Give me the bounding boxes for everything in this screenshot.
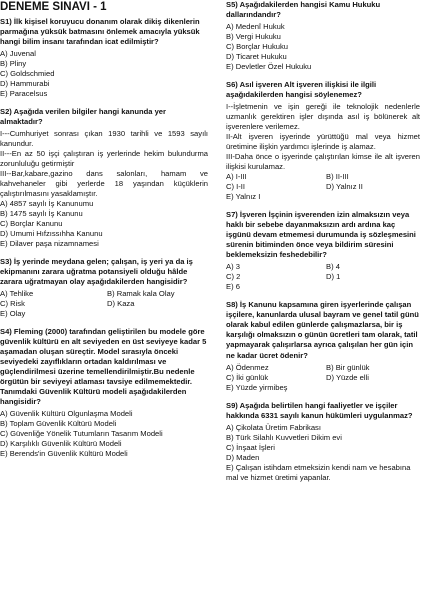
- right-column: [226, 0, 420, 491]
- option-d[interactable]: D) Yüzde elli: [326, 372, 369, 382]
- question-4-text: S4) Fleming (2000) tarafından geliştirilen bu modele göre güvenlik kültürü en alt seviyeden en üst seviyeye kadar 5 aşamadan oluşan süreçtir. Model sırasıyla önceki seviyedeki zayıflıkların ortadan kaldırılması ve güçlendirilmesi üzerine temellendirilmiştir.Bu nedenle örgütün bir seviyeyi atlaması tavsiye edilmemektedir. Tanımdaki Güvenlik Kültürü modeli aşağıdakilerden hangisidir?: [0, 327, 207, 407]
- question-7-options: [226, 262, 420, 292]
- question-6-text: S6) Asıl işveren Alt işveren ilişkisi ile ilgili aşağıdakilerden hangisi söylenemez?: [226, 80, 377, 100]
- option-d[interactable]: D) Hammurabi: [0, 78, 50, 88]
- option-a[interactable]: A) Tehlike: [0, 289, 34, 299]
- option-e[interactable]: E) Dilaver paşa nizamnamesi: [0, 239, 99, 249]
- option-a[interactable]: A) Ödenmez: [226, 362, 269, 372]
- option-d[interactable]: D) Yalnız II: [326, 182, 363, 192]
- question-6: [226, 80, 420, 202]
- option-e[interactable]: E) Yalnız I: [226, 192, 261, 202]
- option-d[interactable]: D) Umumi Hıfzıssıhha Kanunu: [0, 229, 103, 239]
- option-d[interactable]: D) 1: [326, 272, 341, 282]
- question-9-text: S9) Aşağıda belirtilen hangi faaliyetler ve işçiler hakkında 6331 sayılı kanun hükümleri uygulanmaz?: [226, 400, 413, 420]
- option-a[interactable]: A) Juvenal: [0, 48, 36, 58]
- option-c[interactable]: C) I-II: [226, 182, 245, 192]
- option-a[interactable]: A) I-III: [226, 172, 247, 182]
- option-a[interactable]: A) 4857 sayılı İş Kanunumu: [0, 199, 94, 209]
- option-a[interactable]: A) Çikolata Üretim Fabrikası: [226, 422, 321, 432]
- option-e[interactable]: E) Yüzde yirmibeş: [226, 382, 288, 392]
- option-c[interactable]: C) Risk: [0, 299, 25, 309]
- option-c[interactable]: C) İnşaat İşleri: [226, 442, 275, 452]
- option-b[interactable]: B) Ramak kala Olay: [107, 289, 175, 299]
- option-a[interactable]: A) 3: [226, 262, 240, 272]
- question-1-text: S1) İlk kişisel koruyucu donanım olarak dikiş dikenlerin parmağına yüksük batmasını önlemek amacıyla yüksük hangi bilim insanı tarafından icat edilmiştir?: [0, 16, 200, 46]
- option-c[interactable]: C) 2: [226, 272, 241, 282]
- question-2-item-1: I---Cumhuriyet sonrası çıkan 1930 tarihli ve 1593 sayılı kanundur.: [0, 128, 208, 148]
- question-3-options: [0, 289, 208, 319]
- option-c[interactable]: C) Güvenliğe Yönelik Tutumların Tasarım Modeli: [0, 429, 163, 439]
- question-3: [0, 257, 208, 319]
- option-e[interactable]: E) Paracelsus: [0, 88, 48, 98]
- question-6-item-3: III-Daha önce o işyerinde çalıştırılan kimse ile alt işveren ilişkisi kurulamaz.: [226, 152, 420, 172]
- left-column: [0, 0, 208, 467]
- question-8: [226, 300, 420, 392]
- option-b[interactable]: B) Toplam Güvenlik Kültürü Modeli: [0, 419, 117, 429]
- option-d[interactable]: D) Karşılıklı Güvenlik Kültürü Modeli: [0, 439, 122, 449]
- option-b[interactable]: B) Pliny: [0, 58, 27, 68]
- question-1: [0, 17, 208, 99]
- option-b[interactable]: B) 4: [326, 262, 340, 272]
- question-9: [226, 401, 420, 483]
- question-6-options: [226, 172, 420, 202]
- option-d[interactable]: D) Maden: [226, 452, 260, 462]
- option-c[interactable]: C) Goldschmied: [0, 68, 55, 78]
- option-e[interactable]: E) Çalışan istihdam etmeksizin kendi nam ve hesabına mal ve hizmet üretimi yapanlar.: [226, 462, 411, 482]
- question-7: [226, 210, 420, 292]
- question-4: [0, 327, 208, 459]
- option-a[interactable]: A) Güvenlik Kültürü Olgunlaşma Modeli: [0, 409, 133, 419]
- question-3-text: S3) İş yerinde meydana gelen; çalışan, iş yeri ya da iş ekipmanını zarara uğratma potansiyeli olduğu hâlde zarara uğratmayan olay aşağıdakilerden hangisidir?: [0, 257, 193, 287]
- exam-title: DENEME SINAVI - 1: [0, 1, 107, 13]
- question-2: [0, 107, 208, 249]
- option-e[interactable]: E) Olay: [0, 309, 26, 319]
- option-b[interactable]: B) Vergi Hukuku: [226, 32, 281, 42]
- question-2-text: S2) Aşağıda verilen bilgiler hangi kanunda yer almaktadır?: [0, 106, 166, 126]
- option-c[interactable]: C) Borçlar Hukuku: [226, 42, 289, 52]
- question-8-options: [226, 363, 420, 393]
- option-d[interactable]: D) Kaza: [107, 299, 135, 309]
- question-5-text: S5) Aşağıdakilerden hangisi Kamu Hukuku dallarındandır?: [226, 0, 381, 20]
- option-a[interactable]: A) Medenî Hukuk: [226, 22, 285, 32]
- option-b[interactable]: B) 1475 sayılı İş Kanunu: [0, 209, 83, 219]
- option-b[interactable]: B) Türk Silahlı Kuvvetleri Dikim evi: [226, 432, 342, 442]
- option-e[interactable]: E) 6: [226, 282, 240, 292]
- option-c[interactable]: C) Borçlar Kanunu: [0, 219, 63, 229]
- option-c[interactable]: C) İki günlük: [226, 372, 269, 382]
- question-6-item-2: II-Alt işveren işyerinde yürüttüğü mal veya hizmet üretimine ilişkin yardımcı işlerinde iş alamaz.: [226, 132, 420, 152]
- option-b[interactable]: B) Bir günlük: [326, 362, 370, 372]
- question-7-text: S7) İşveren İşçinin işverenden izin almaksızın veya haklı bir sebebe dayanmaksızın ardı ardına kaç işgünü devam etmemesi durumunda iş sözleşmesini sürenin bitiminden önce veya bildirim süresini beklemeksizin feshedebilir?: [226, 210, 416, 260]
- question-6-item-1: I--İşletmenin ve işin gereği ile teknolojik nedenlerle uzmanlık gerektiren işler dışında asıl iş bölünerek alt işverenlere verilemez.: [226, 102, 420, 132]
- question-2-item-2: II---En az 50 işçi çalıştıran iş yerlerinde hekim bulundurma zorunluluğu getirmiştir: [0, 148, 208, 168]
- option-d[interactable]: D) Ticaret Hukuku: [226, 52, 287, 62]
- option-e[interactable]: E) Berends'in Güvenlik Kültürü Modeli: [0, 449, 128, 459]
- option-b[interactable]: B) II-III: [326, 172, 349, 182]
- question-8-text: S8) İş Kanunu kapsamına giren işyerlerinde çalışan işçilere, kanunlarda ulusal bayram ve genel tatil günü olarak kabul edilen günlerde çalışmazlarsa, bir iş karşılığı olmaksızın o günün ücretleri tam olarak, tatil yapmayarak çalışırlarsa ayrıca çalışılan her gün için ne kadar ücret ödenir?: [226, 300, 419, 360]
- option-e[interactable]: E) Devletler Özel Hukuku: [226, 62, 312, 72]
- question-2-item-3: III--Bar,kabare,gazino dans salonları, hamam ve kahvehaneler gibi yerlerde 18 yaşından küçüklerin çalıştırılmasını yasaklamıştır.: [0, 169, 208, 199]
- question-5: [226, 0, 420, 72]
